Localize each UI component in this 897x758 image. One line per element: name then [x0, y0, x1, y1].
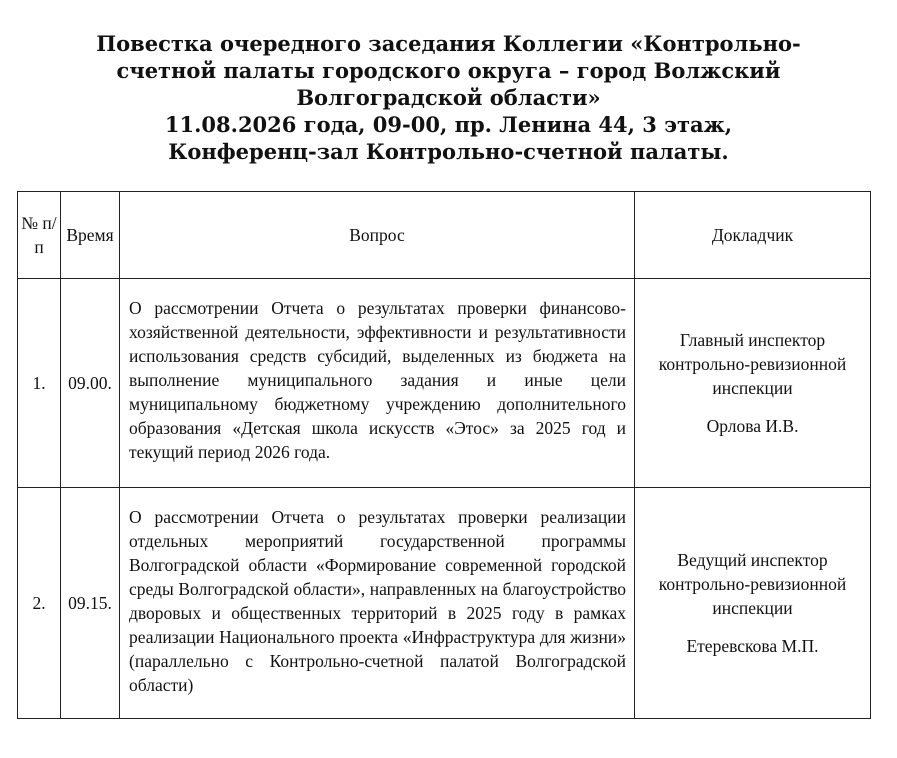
column-header-speaker: Докладчик [635, 192, 871, 279]
speaker-name: Етеревскова М.П. [686, 636, 819, 656]
speaker-name: Орлова И.В. [706, 416, 799, 436]
row-speaker-cell [635, 279, 871, 488]
table-header-row [18, 192, 871, 279]
row-time: 09.15. [61, 488, 120, 719]
agenda-header [0, 30, 897, 165]
column-header-number: № п/ п [18, 192, 61, 279]
speaker-role: Ведущий инспектор контрольно-ревизионной инспекции [658, 550, 847, 618]
row-question: О рассмотрении Отчета о результатах проверки финансово-хозяйственной деятельности, эффективности и результативности использования средств субсидий, выделенных из бюджета на выполнение муниципального задания и иные цели муниципальному бюджетному учреждению дополнительного образования «Детская школа искусств «Этос» за 2025 год и текущий период 2026 года. [129, 298, 626, 462]
agenda-table [17, 191, 871, 719]
date-place-line: 11.08.2026 года, 09-00, пр. Ленина 44, 3 этаж, [164, 112, 733, 137]
row-question-cell [120, 488, 635, 719]
row-number: 2. [18, 488, 61, 719]
title-line-1: Повестка очередного заседания Коллегии «Контрольно- [96, 31, 801, 56]
row-question-cell [120, 279, 635, 488]
speaker-role: Главный инспектор контрольно-ревизионной инспекции [658, 330, 847, 398]
title-line-2: счетной палаты городского округа – город Волжский [116, 58, 781, 83]
title-line-3: Волгоградской области» [296, 85, 601, 110]
row-time: 09.00. [61, 279, 120, 488]
room-line: Конференц-зал Контрольно-счетной палаты. [168, 139, 729, 164]
row-question: О рассмотрении Отчета о результатах проверки реализации отдельных мероприятий государственной программы Волгоградской области «Формирование современной городской среды Волгоградской области», направленных на благоустройство дворовых и общественных территорий в 2025 году в рамках реализации Национального проекта «Инфраструктура для жизни» (параллельно с Контрольно-счетной палатой Волгоградской области) [129, 507, 626, 695]
column-header-time: Время [61, 192, 120, 279]
row-speaker-cell [635, 488, 871, 719]
column-header-question: Вопрос [120, 192, 635, 279]
table-row [18, 279, 871, 488]
table-row [18, 488, 871, 719]
row-number: 1. [18, 279, 61, 488]
